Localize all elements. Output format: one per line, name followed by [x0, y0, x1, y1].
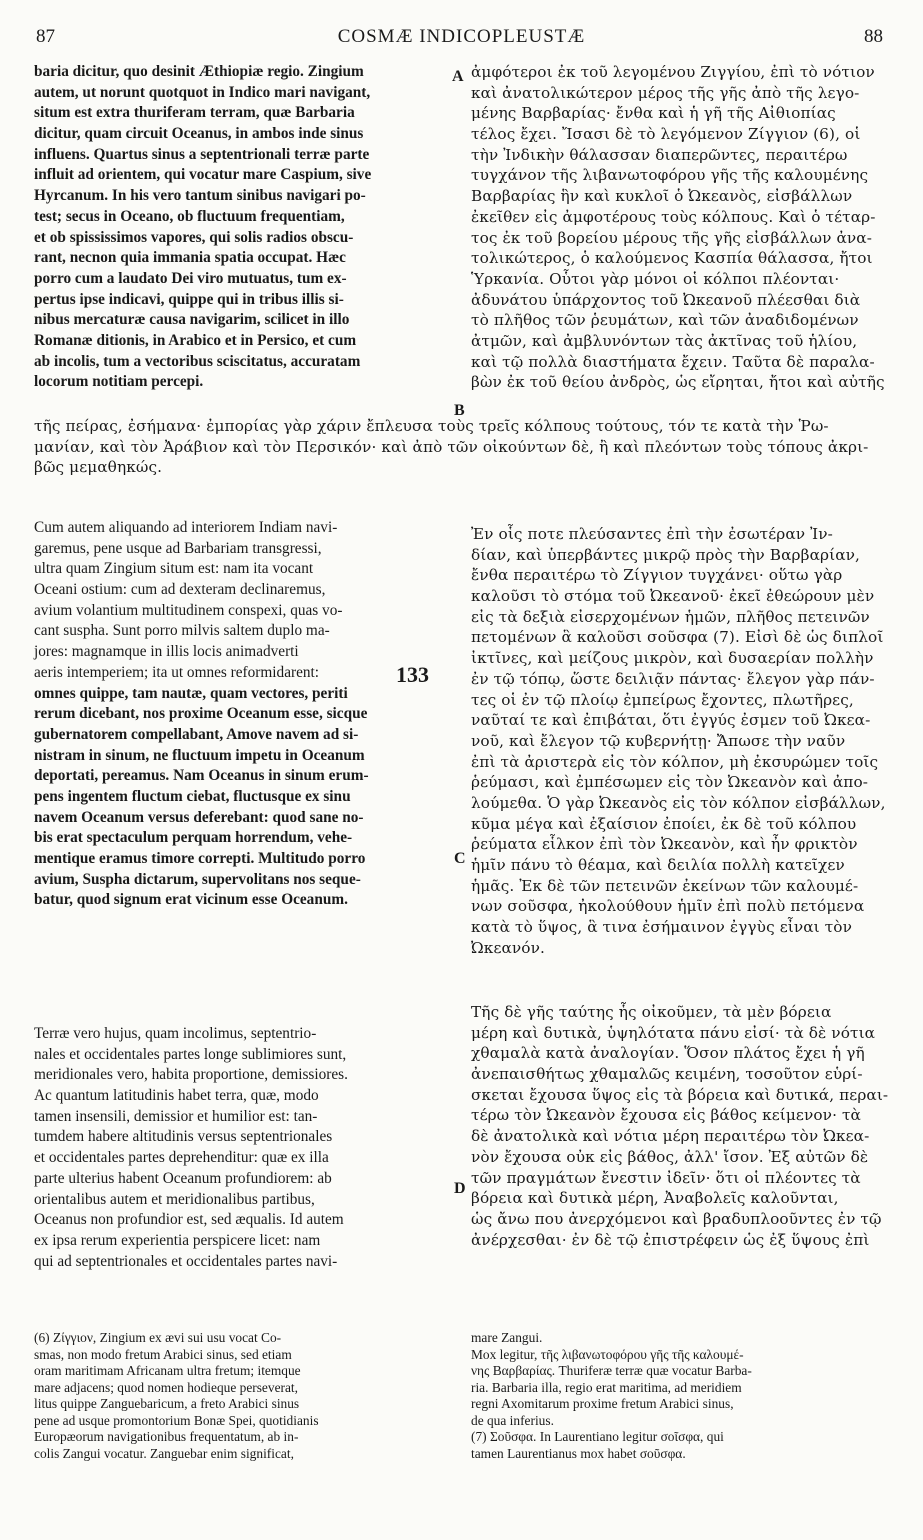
- margin-letter-c: C: [454, 850, 466, 867]
- greek-text-line: κῦμα μέγα καὶ ἐξαίσιον ἐποίει, ἐκ δὲ τοῦ κόλπου: [471, 814, 857, 833]
- greek-text-line: τὸ πλῆθος τῶν ῥευμάτων, καὶ τῶν ἀναδιδομένων: [471, 311, 859, 330]
- footnote-line: (6) Ζίγγιον, Zingium ex ævi sui usu vocat Co-: [34, 1330, 282, 1345]
- latin-text-line: rant, necnon quia immania spatia occupat. Hæc: [34, 249, 346, 267]
- latin-text-line: parte ulterius habent Oceanum profundiorem: ab: [34, 1169, 332, 1187]
- greek-text-line: Βαρβαρίας ἣν καὶ κυκλοῖ ὁ Ὠκεανὸς, εἰσβάλλων: [471, 187, 853, 206]
- greek-text-line: ῥεύματα εἷλκον ἐπὶ τὸν Ὠκεανὸν, καὶ ἦν φρικτὸν: [471, 835, 858, 854]
- greek-text-line: κατὰ τὸ ὕψος, ἃ τινα ἐσήμαινον ἐγγὺς εἶναι τὸν: [471, 918, 852, 937]
- latin-text-line: Hyrcanum. In his vero tantum sinibus navigari po-: [34, 187, 366, 205]
- greek-text-line: μανίαν, καὶ τὸν Ἀράβιον καὶ τὸν Περσικόν· καὶ ἀπὸ τῶν οἰκούντων δὲ, ἢ καὶ πλεόντων τοὺς τόπους ἀκρι-: [34, 437, 869, 456]
- greek-text-line: λούμεθα. Ὁ γὰρ Ὠκεανὸς εἰς τὸν κόλπον εἰσβάλλων,: [471, 793, 886, 812]
- greek-text-line: νὸν ἔχουσα οὐκ εἰς βάθος, ἀλλ' ἴσον. Ἐξ αὐτῶν δὲ: [471, 1147, 869, 1166]
- greek-text-line: τες οἱ ἐν τῷ πλοίῳ ἐμπείρως ἔχοντες, πλωτῆρες,: [471, 690, 854, 709]
- latin-text-line: jores: magnamque in illis locis animadverti: [34, 643, 299, 661]
- greek-text-line: καὶ τῷ πολλὰ διαστήματα ἔχειν. Ταῦτα δὲ παραλα-: [471, 352, 875, 371]
- greek-text-line: τὴν Ἰνδικὴν θάλασσαν διαπερῶντες, περαιτέρω: [471, 145, 848, 164]
- latin-text-line: batur, quod signum erat vicinum esse Oceanum.: [34, 891, 348, 909]
- greek-text-line: δίαν, καὶ ὑπερβάντες μικρῷ πρὸς τὴν Βαρβαρίαν,: [471, 545, 860, 564]
- greek-text-line: εἰς τὰ δεξιὰ εἰσερχομένων ἡμῶν, πλῆθος πετεινῶν: [471, 607, 870, 626]
- latin-text-line: cant suspha. Sunt porro milvis saltem duplo ma-: [34, 622, 330, 640]
- greek-text-line: ἡμῖν πάνυ τὸ θέαμα, καὶ δειλία πολλὴ κατεῖχεν: [471, 856, 845, 874]
- latin-text-line: Terræ vero hujus, quam incolimus, septentrio-: [34, 1025, 317, 1042]
- latin-text-line: aeris intemperiem; ita ut omnes reformidarent:: [34, 663, 320, 681]
- footnote-line: smas, non modo fretum Arabici sinus, sed etiam: [34, 1346, 292, 1362]
- latin-text-line: tumdem habere altitudinis versus septentrionales: [34, 1128, 333, 1146]
- greek-text-line: ἀδυνάτου ὑπάρχοντος τοῦ Ὠκεανοῦ πλέεσθαι διὰ: [471, 290, 861, 309]
- greek-text-line: τυγχάνον τῆς λιβανωτοφόρου γῆς τῆς καλουμένης: [471, 166, 869, 185]
- footnote-line: colis Zangui vocatur. Zanguebar enim significat,: [34, 1445, 294, 1461]
- latin-text-line: nistram in sinum, ne fluctuum impetu in Oceanum: [34, 746, 365, 764]
- greek-column-2: [471, 524, 889, 958]
- latin-text-line: deportati, pereamus. Nam Oceanus in sinum erum-: [34, 767, 369, 785]
- latin-text-line: test; secus in Oceano, ob fluctuum frequentiam,: [34, 207, 345, 225]
- greek-fullwidth: [34, 416, 889, 478]
- footnote-line: mare adjacens; quod nomen hodieque perseverat,: [34, 1379, 298, 1395]
- greek-text-line: καὶ ἀνατολικώτερον μέρος τῆς γῆς ἀπὸ τῆς λεγο-: [471, 83, 860, 102]
- latin-column-2: [34, 518, 452, 911]
- footnote-line: regni Axomitarum proxime fretum Arabici sinus,: [471, 1396, 734, 1411]
- latin-text-line: autem, ut norunt quotquot in Indico mari navigant,: [34, 83, 371, 101]
- latin-text-line: mentique eramus timore correpti. Multitudo porro: [34, 850, 366, 867]
- latin-text-line: avium, Suspha dictarum, supervolitans nos seque-: [34, 870, 361, 888]
- latin-text-line: ab incolis, tum a vectoribus sciscitatus, accuratam: [34, 352, 361, 370]
- greek-text-line: ἐπὶ τὰ ἀριστερὰ εἰς τὸν κόλπον, μὴ ἐκσυρώμεν τοῖς: [471, 752, 879, 771]
- margin-letter-a: A: [452, 68, 464, 85]
- latin-text-line: rerum dicebant, nos proxime Oceanum esse, sicque: [34, 705, 368, 723]
- greek-text-line: Ἐν οἷς ποτε πλεύσαντες ἐπὶ τὴν ἐσωτέραν Ἰν-: [471, 525, 833, 543]
- latin-text-line: influit ad orientem, qui vocatur mare Caspium, sive: [34, 166, 372, 184]
- footnote-line: pene ad usque promontorium Bonæ Spei, quotidianis: [34, 1412, 319, 1428]
- greek-text-line: ῥεύμασι, καὶ ἐμπέσωμεν εἰς τὸν Ὠκεανὸν καὶ ἀπο-: [471, 773, 869, 792]
- greek-text-line: ἀμφότεροι ἐκ τοῦ λεγομένου Ζιγγίου, ἐπὶ τὸ νότιον: [471, 63, 875, 81]
- footnote-line: tamen Laurentianus mox habet σοῦσφα.: [471, 1445, 686, 1461]
- greek-text-line: τῆς πείρας, ἐσήμανα· ἐμπορίας γὰρ χάριν ἔπλευσα τοὺς τρεῖς κόλπους τούτους, τόν τε κατὰ τὴν Ῥω-: [34, 417, 829, 435]
- greek-text-line: Ὠκεανόν.: [471, 938, 545, 957]
- footnote-line: ria. Barbaria illa, regio erat maritima, ad meridiem: [471, 1379, 742, 1395]
- page-number-right: 88: [864, 26, 883, 47]
- margin-letter-b: B: [454, 402, 465, 419]
- greek-text-line: πετομένων ἃ καλοῦσι σοῦσφα (7). Εἰσὶ δὲ ὡς διπλοῖ: [471, 628, 884, 647]
- greek-text-line: δὲ ἀνατολικὰ καὶ νότια μέρη περαιτέρω τὸν Ὠκεα-: [471, 1127, 870, 1146]
- footnote-line: mare Zangui.: [471, 1330, 543, 1345]
- latin-text-line: meridionales vero, habita proportione, demissiores.: [34, 1066, 348, 1084]
- greek-text-line: βῶς μεμαθηκώς.: [34, 458, 163, 477]
- latin-text-line: nibus mercaturæ causa navigarim, scilicet in illo: [34, 311, 350, 329]
- running-title: COSMÆ INDICOPLEUSTÆ: [337, 26, 586, 47]
- greek-text-line: ἀνέρχεσθαι· ἐν δὲ τῷ ἐπιστρέφειν ὡς ἐξ ὕψους ἐπὶ: [471, 1230, 870, 1249]
- running-header: [0, 26, 923, 50]
- latin-text-line: navem Oceanum versus deferebant: quod sane no-: [34, 808, 364, 826]
- greek-text-line: βόρεια καὶ δυτικὰ μέρη, Ἀναβολεῖς καλοῦνται,: [471, 1189, 839, 1208]
- greek-text-line: χθαμαλὰ κατὰ ἀναλογίαν. Ὅσον πλάτος ἔχει ἡ γῆ: [471, 1044, 865, 1063]
- footnote-line: Mox legitur, τῆς λιβανωτοφόρου γῆς τῆς καλουμέ-: [471, 1346, 744, 1362]
- latin-text-line: omnes quippe, tam nautæ, quam vectores, periti: [34, 684, 348, 702]
- greek-text-line: τέλος ἔχει. Ἴσασι δὲ τὸ λεγόμενον Ζίγγιον (6), οἱ: [471, 125, 861, 144]
- latin-text-line: pens ingentem fluctum ciebat, fluctusque ex sinu: [34, 787, 351, 805]
- latin-text-line: orientalibus autem et meridionalibus partibus,: [34, 1190, 315, 1208]
- greek-text-line: τῶν πραγμάτων ἔνεστιν ἰδεῖν· ὅτι οἱ πλέοντες τὰ: [471, 1168, 861, 1187]
- latin-text-line: et ob spississimos vapores, qui solis radios obscu-: [34, 228, 354, 246]
- latin-text-line: porro cum a laudato Dei viro mutuatus, tum ex-: [34, 269, 347, 287]
- greek-text-line: τος ἐκ τοῦ βορείου μέρους τῆς γῆς εἰσβάλλων ἀνα-: [471, 228, 872, 247]
- latin-text-line: nales et occidentales partes longe sublimiores sunt,: [34, 1045, 347, 1063]
- latin-text-line: Oceanus non profundior est, sed æqualis. Id autem: [34, 1211, 344, 1229]
- latin-text-line: tamen insensili, demissior et humilior est: tan-: [34, 1107, 318, 1125]
- latin-text-line: garemus, pene usque ad Barbariam transgressi,: [34, 539, 322, 557]
- latin-text-line: et occidentales partes deprehenditur: quæ ex illa: [34, 1149, 329, 1167]
- greek-text-line: ἐκεῖθεν εἰς ἀμφοτέρους τοὺς κόλπους. Καὶ ὁ τέταρ-: [471, 207, 876, 226]
- greek-text-line: νοῦ, καὶ ἔλεγον τῷ κυβερνήτῃ· Ἄπωσε τὴν ναῦν: [471, 731, 846, 750]
- greek-text-line: ἔνθα περαιτέρω τὸ Ζίγγιον τυγχάνει· οὕτω γὰρ: [471, 566, 843, 585]
- latin-text-line: Romanæ ditionis, in Arabico et in Persico, et cum: [34, 331, 357, 349]
- latin-text-line: ex ipsa rerum experientia perspicere licet: nam: [34, 1231, 321, 1249]
- footnote-line: νης Βαρβαρίας. Thuriferæ terræ quæ vocatur Barba-: [471, 1363, 752, 1378]
- greek-text-line: σκεται ἔχουσα ὕψος εἰς τὰ βόρεια καὶ δυτικά, περαι-: [471, 1085, 889, 1104]
- latin-text-line: situm est extra thuriferam terram, quæ Barbaria: [34, 104, 355, 122]
- greek-text-line: μένης Βαρβαρίας· ἔνθα καὶ ἡ γῆ τῆς Αἰθιοπίας: [471, 104, 836, 123]
- latin-text-line: pertus ipse indicavi, quippe qui in tribus illis si-: [34, 290, 344, 308]
- latin-text-line: baria dicitur, quo desinit Æthiopiæ regio. Zingium: [34, 63, 364, 80]
- greek-text-line: νων σοῦσφα, ἠκολούθουν ἡμῖν ἐπὶ πολὺ πετόμενα: [471, 897, 865, 916]
- greek-text-line: μέρη καὶ δυτικὰ, ὑψηλότατα πάνυ εἰσί· τὰ δὲ νότια: [471, 1023, 876, 1042]
- greek-text-line: Ὑρκανία. Οὗτοι γὰρ μόνοι οἱ κόλποι πλέονται·: [471, 269, 840, 288]
- greek-text-line: ναῦταί τε καὶ ἐπιβάται, ὅτι ἐγγύς ἐσμεν τοῦ Ὠκεα-: [471, 711, 871, 730]
- footnote-line: de qua inferius.: [471, 1412, 554, 1428]
- footnote-line: litus quippe Zanguebaricum, a freto Arabici sinus: [34, 1396, 300, 1411]
- greek-text-line: ἡμᾶς. Ἐκ δὲ τῶν πετεινῶν ἐκείνων τῶν καλουμέ-: [471, 876, 859, 895]
- latin-column-3: [34, 1024, 452, 1272]
- latin-column-1: [34, 62, 452, 393]
- column-number-133: 133: [396, 662, 429, 687]
- latin-text-line: bis erat spectaculum perquam horrendum, vehe-: [34, 829, 353, 847]
- latin-text-line: gubernatorem compellabant, Amove navem ad si-: [34, 725, 359, 743]
- greek-column-3: [471, 1002, 889, 1250]
- footnotes-right: [471, 1330, 889, 1462]
- greek-text-line: ἀνεπαισθήτως χθαμαλῶς κειμένη, τοσοῦτον εὑρί-: [471, 1065, 863, 1084]
- greek-text-line: βὼν ἐκ τοῦ θείου ἀνδρὸς, ὡς εἴρηται, ἤτοι καὶ αὐτῆς: [471, 373, 885, 392]
- footnotes-left: [34, 1330, 452, 1462]
- greek-text-line: τολικώτερος, ὁ καλούμενος Κασπία θάλασσα, ἤτοι: [471, 249, 873, 268]
- latin-text-line: locorum notitiam percepi.: [34, 373, 204, 391]
- latin-text-line: qui ad septentrionales et occidentales partes navi-: [34, 1252, 338, 1270]
- greek-text-line: καλοῦσι τὸ στόμα τοῦ Ὠκεανοῦ· ἐκεῖ ἐθεώρουν μὲν: [471, 587, 875, 606]
- greek-text-line: ἀτμῶν, καὶ ἀμβλυνόντων τὰς ἀκτῖνας τοῦ ἡλίου,: [471, 331, 858, 350]
- latin-text-line: ultra quam Zingium situm est: nam ita vocant: [34, 560, 314, 578]
- footnote-line: (7) Σοῦσφα. In Laurentiano legitur σοῖσφα, qui: [471, 1429, 724, 1444]
- latin-text-line: influens. Quartus sinus a septentrionali terræ parte: [34, 145, 370, 163]
- greek-text-line: ἐν τῷ τόπῳ, ὥστε δειλιᾷν πάντας· ἔλεγον γὰρ πάν-: [471, 669, 875, 688]
- footnote-line: oram maritimam Africanam ultra fretum; itemque: [34, 1363, 301, 1378]
- latin-text-line: Cum autem aliquando ad interiorem Indiam navi-: [34, 519, 338, 536]
- greek-column-1: [471, 62, 889, 393]
- latin-text-line: Ac quantum latitudinis habet terra, quæ, modo: [34, 1087, 319, 1105]
- greek-text-line: ἰκτῖνες, καὶ μείζους μικρὸν, καὶ δυσαερίαν πολλὴν: [471, 649, 874, 668]
- greek-text-line: Τῆς δὲ γῆς ταύτης ἧς οἰκοῦμεν, τὰ μὲν βόρεια: [471, 1003, 832, 1021]
- greek-text-line: ὡς ἄνω που ἀνερχόμενοι καὶ βραδυπλοοῦντες ἐν τῷ: [471, 1209, 882, 1228]
- greek-text-line: τέρω τὸν Ὠκεανὸν ἔχουσα εἰς βάθος κείμενον· τὰ: [471, 1106, 861, 1125]
- footnote-line: Europæorum navigationibus frequentatum, ab in-: [34, 1429, 299, 1444]
- margin-letter-d: D: [454, 1180, 466, 1197]
- page-number-left: 87: [36, 26, 55, 47]
- latin-text-line: avium volantium multitudinem conspexi, quas vo-: [34, 601, 343, 619]
- latin-text-line: dicitur, quam circuit Oceanus, in ambos inde sinus: [34, 125, 364, 143]
- latin-text-line: Oceani ostium: cum ad dexteram declinaremus,: [34, 581, 326, 599]
